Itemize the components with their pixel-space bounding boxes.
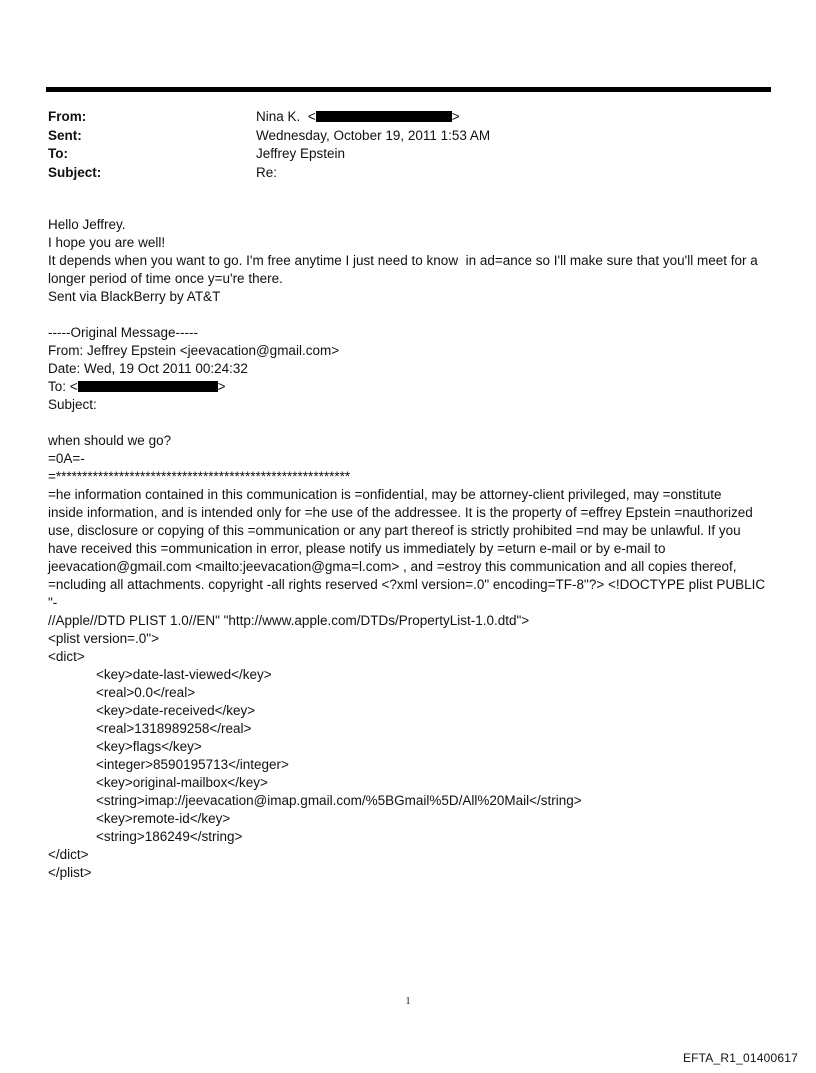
reply-line: Sent via BlackBerry by AT&T [48, 289, 221, 304]
email-header [48, 108, 768, 182]
subject-label: Subject: [48, 164, 102, 180]
plist-line: <integer>8590195713</integer> [96, 757, 289, 772]
plist-line: <key>remote-id</key> [96, 811, 231, 826]
disclaimer-line: jeevacation@gmail.com <mailto:jeevacation@gma=l.com> , and =estroy this communication and all copies thereof, [48, 559, 737, 574]
from-row [48, 108, 768, 127]
disclaimer-line: have received this =ommunication in error, please notify us immediately by =eturn e-mail or by e-mail to [48, 541, 666, 556]
plist-open: <plist version=.0"> [48, 631, 159, 646]
plist-line: <string>imap://jeevacation@imap.gmail.com/%5BGmail%5D/All%20Mail</string> [96, 793, 582, 808]
from-open-bracket: < [307, 109, 316, 124]
redaction-bar [78, 381, 218, 392]
original-from: From: Jeffrey Epstein <jeevacation@gmail.com> [48, 343, 340, 358]
from-close-bracket: > [451, 109, 460, 124]
reply-line: Hello Jeffrey. [48, 217, 126, 232]
message-line: =0A=- [48, 451, 85, 466]
redaction-bar [316, 111, 452, 122]
plist-line: <real>0.0</real> [96, 685, 196, 700]
disclaimer-line: use, disclosure or copying of this =ommunication or any part thereof is strictly prohibited =nd may be unlawful. If you [48, 523, 741, 538]
reply-line: It depends when you want to go. I'm free anytime I just need to know in ad=ance so I'll make sure that you'll meet for a [48, 253, 758, 268]
reply-line: longer period of time once y=u're there. [48, 271, 283, 286]
disclaimer-line: inside information, and is intended only for =he use of the addressee. It is the property of =effrey Epstein =nauthorized [48, 505, 753, 520]
from-name: Nina K. [256, 109, 301, 124]
disclaimer-line: //Apple//DTD PLIST 1.0//EN" "http://www.apple.com/DTDs/PropertyList-1.0.dtd"> [48, 613, 530, 628]
from-value [256, 108, 460, 127]
page-number: 1 [405, 996, 411, 1007]
plist-close: </plist> [48, 865, 92, 880]
to-value: Jeffrey Epstein [256, 146, 346, 161]
dict-close: </dict> [48, 847, 89, 862]
to-label: To: [48, 146, 68, 161]
original-to-suffix: > [217, 379, 226, 394]
original-to-prefix: To: < [48, 379, 78, 394]
subject-value: Re: [256, 164, 278, 180]
original-date: Date: Wed, 19 Oct 2011 00:24:32 [48, 361, 248, 376]
original-separator: -----Original Message----- [48, 325, 199, 340]
original-subject: Subject: [48, 397, 97, 412]
plist-line: <key>original-mailbox</key> [96, 775, 268, 790]
plist-line: <string>186249</string> [96, 829, 243, 844]
blank-line [48, 414, 770, 432]
sent-label: Sent: [48, 127, 82, 143]
reply-line: I hope you are well! [48, 235, 166, 250]
sent-row [48, 127, 768, 146]
to-row [48, 145, 768, 164]
plist-line: <key>date-received</key> [96, 703, 256, 718]
from-label: From: [48, 109, 87, 124]
message-line: =******************************************************** [48, 469, 351, 484]
plist-line: <key>date-last-viewed</key> [96, 667, 272, 682]
disclaimer-line: =he information contained in this communication is =onfidential, may be attorney-client privileged, may =onstitute [48, 487, 722, 502]
sent-value: Wednesday, October 19, 2011 1:53 AM [256, 127, 491, 143]
email-body [48, 216, 770, 882]
header-rule [46, 87, 771, 92]
message-line: when should we go? [48, 433, 172, 448]
plist-line: <real>1318989258</real> [96, 721, 252, 736]
dict-open: <dict> [48, 649, 85, 664]
plist-line: <key>flags</key> [96, 739, 202, 754]
subject-row [48, 164, 768, 183]
original-to [48, 378, 770, 396]
blank-line [48, 306, 770, 324]
disclaimer-line: =ncluding all attachments. copyright -all rights reserved <?xml version=.0" encoding=TF-8"?> <!DOCTYPE plist PUBLIC "- [48, 577, 769, 610]
document-id: EFTA_R1_01400617 [682, 1051, 798, 1065]
